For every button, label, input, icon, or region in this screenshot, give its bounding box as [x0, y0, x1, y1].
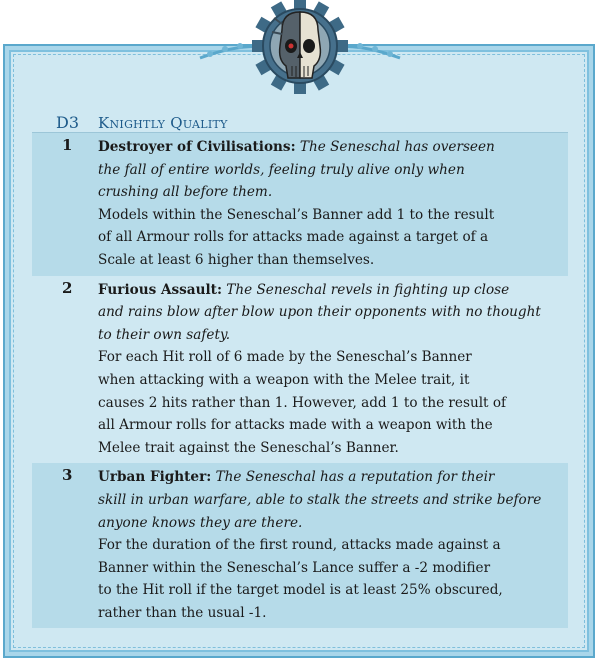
flavour-text: anyone knows they are there. — [98, 514, 303, 531]
roll-number: 2 — [62, 278, 73, 297]
rules-text: Scale at least 6 higher than themselves. — [98, 251, 375, 268]
rules-text: Melee trait against the Seneschal’s Banner. — [98, 439, 399, 456]
rules-text: all Armour rolls for attacks made with a weapon with the — [98, 417, 493, 434]
flavour-text: the fall of entire worlds, feeling truly alive only when — [98, 161, 465, 178]
header-die: D3 — [56, 113, 80, 132]
flavour-text: skill in urban warfare, able to stalk the streets and strike before — [98, 491, 542, 508]
flavour-text: The Seneschal revels in fighting up close — [221, 281, 510, 298]
row-body — [98, 463, 568, 628]
flavour-text: The Seneschal has overseen — [295, 139, 495, 155]
rules-text: Models within the Seneschal’s Banner add 1 to the result — [98, 206, 495, 223]
table-row — [32, 463, 568, 628]
row-body — [98, 133, 568, 276]
quality-name: Destroyer of Civilisations: — [98, 139, 296, 155]
flavour-text: and rains blow after blow upon their opponents with no thought — [98, 304, 541, 321]
table-row — [32, 276, 568, 464]
rules-text: Banner within the Seneschal’s Lance suffer a -2 modifier — [98, 559, 491, 576]
rules-text: of all Armour rolls for attacks made against a target of a — [98, 229, 489, 246]
flavour-text: The Seneschal has a reputation for their — [211, 469, 495, 486]
table-header — [32, 106, 568, 133]
row-body — [98, 276, 568, 464]
rules-text: when attacking with a weapon with the Melee trait, it — [98, 371, 470, 388]
table-row — [32, 133, 568, 276]
quality-name: Urban Fighter: — [98, 469, 212, 486]
rules-text: rather than the usual -1. — [98, 604, 267, 621]
quality-name: Furious Assault: — [98, 281, 222, 298]
rules-text: to the Hit roll if the target model is at least 25% obscured, — [98, 582, 503, 599]
roll-number: 1 — [62, 136, 73, 154]
rules-text: causes 2 hits rather than 1. However, add 1 to the result of — [98, 394, 507, 411]
flavour-text: crushing all before them. — [98, 184, 273, 201]
rules-text: For the duration of the first round, attacks made against a — [98, 537, 501, 554]
roll-number: 3 — [62, 466, 73, 485]
header-quality: Knightly Quality — [98, 114, 228, 132]
flavour-text: to their own safety. — [98, 326, 231, 343]
knightly-quality-table — [32, 106, 568, 628]
skull-cog-emblem-icon — [190, 0, 410, 110]
rules-text: For each Hit roll of 6 made by the Seneschal’s Banner — [98, 349, 472, 366]
